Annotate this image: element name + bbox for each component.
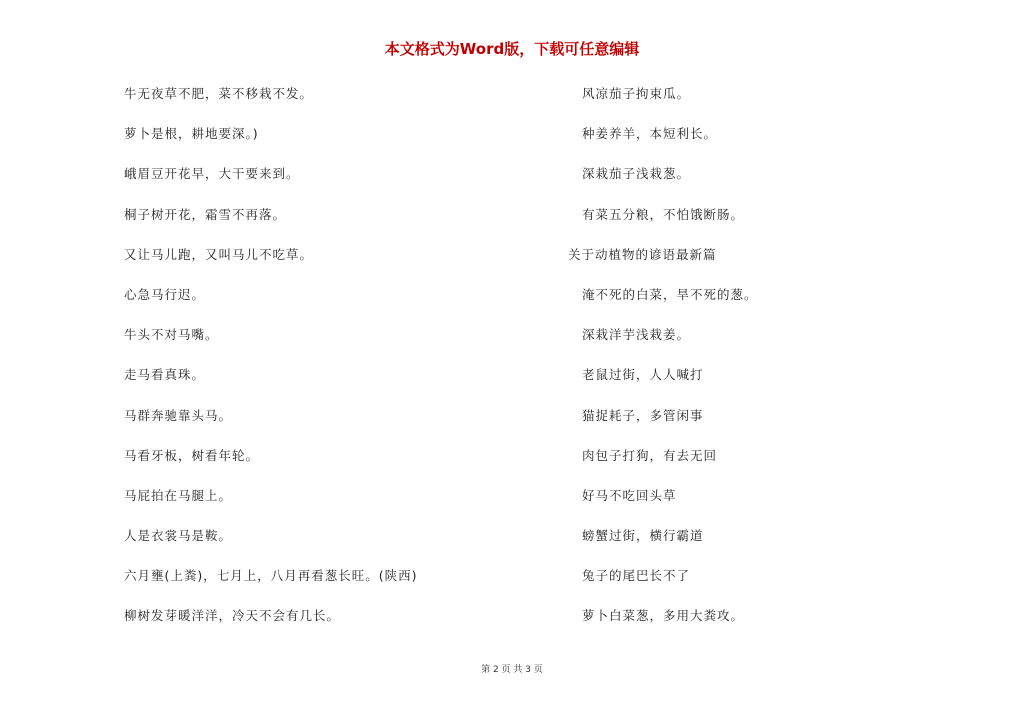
proverb-line: 桐子树开花，霜雪不再落。	[124, 206, 287, 222]
proverb-line: 峨眉豆开花早，大干要来到。	[124, 166, 300, 182]
proverb-line: 有菜五分粮，不怕饿断肠。	[582, 206, 745, 222]
proverb-line: 人是衣裳马是鞍。	[124, 528, 233, 544]
proverb-line: 牛无夜草不肥，菜不移栽不发。	[124, 86, 314, 101]
proverb-line: 深栽茄子浅栽葱。	[582, 166, 691, 182]
page-number: 第 2 页 共 3 页	[481, 665, 543, 675]
proverb-line: 六月壅(上粪)，七月上，八月再看葱长旺。(陕西)	[124, 568, 418, 584]
proverb-line: 萝卜是根，耕地要深。)	[124, 126, 259, 142]
proverb-line: 螃蟹过街，横行霸道	[582, 528, 704, 544]
proverb-line: 牛头不对马嘴。	[124, 327, 219, 343]
proverb-line: 柳树发芽暖洋洋，冷天不会有几长。	[124, 608, 341, 624]
proverb-line: 马屁拍在马腿上。	[124, 487, 233, 503]
proverb-line: 肉包子打狗，有去无回	[582, 447, 718, 463]
proverb-line: 又让马儿跑，又叫马儿不吃草。	[124, 246, 314, 262]
proverb-line: 心急马行迟。	[124, 286, 206, 302]
proverb-line: 深栽洋芋浅栽姜。	[582, 327, 691, 343]
proverb-line: 风凉茄子拘束瓜。	[582, 86, 691, 101]
left-column	[124, 84, 544, 647]
proverb-line: 马看牙板，树看年轮。	[124, 447, 260, 463]
proverb-line: 马群奔驰靠头马。	[124, 407, 233, 423]
proverb-line: 萝卜白菜葱，多用大粪攻。	[582, 608, 745, 624]
section-title: 关于动植物的谚语最新篇	[568, 246, 717, 262]
proverb-line: 老鼠过街，人人喊打	[582, 367, 704, 383]
page-header: 本文格式为Word版，下载可任意编辑	[384, 40, 640, 58]
proverb-line: 走马看真珠。	[124, 367, 206, 383]
proverb-line: 好马不吃回头草	[582, 487, 677, 503]
proverb-line: 猫捉耗子，多管闲事	[582, 407, 704, 423]
proverb-line: 兔子的尾巴长不了	[582, 568, 691, 584]
proverb-line: 淹不死的白菜，旱不死的葱。	[582, 286, 758, 302]
right-column	[568, 84, 988, 647]
proverb-line: 种姜养羊，本短利长。	[582, 126, 718, 142]
